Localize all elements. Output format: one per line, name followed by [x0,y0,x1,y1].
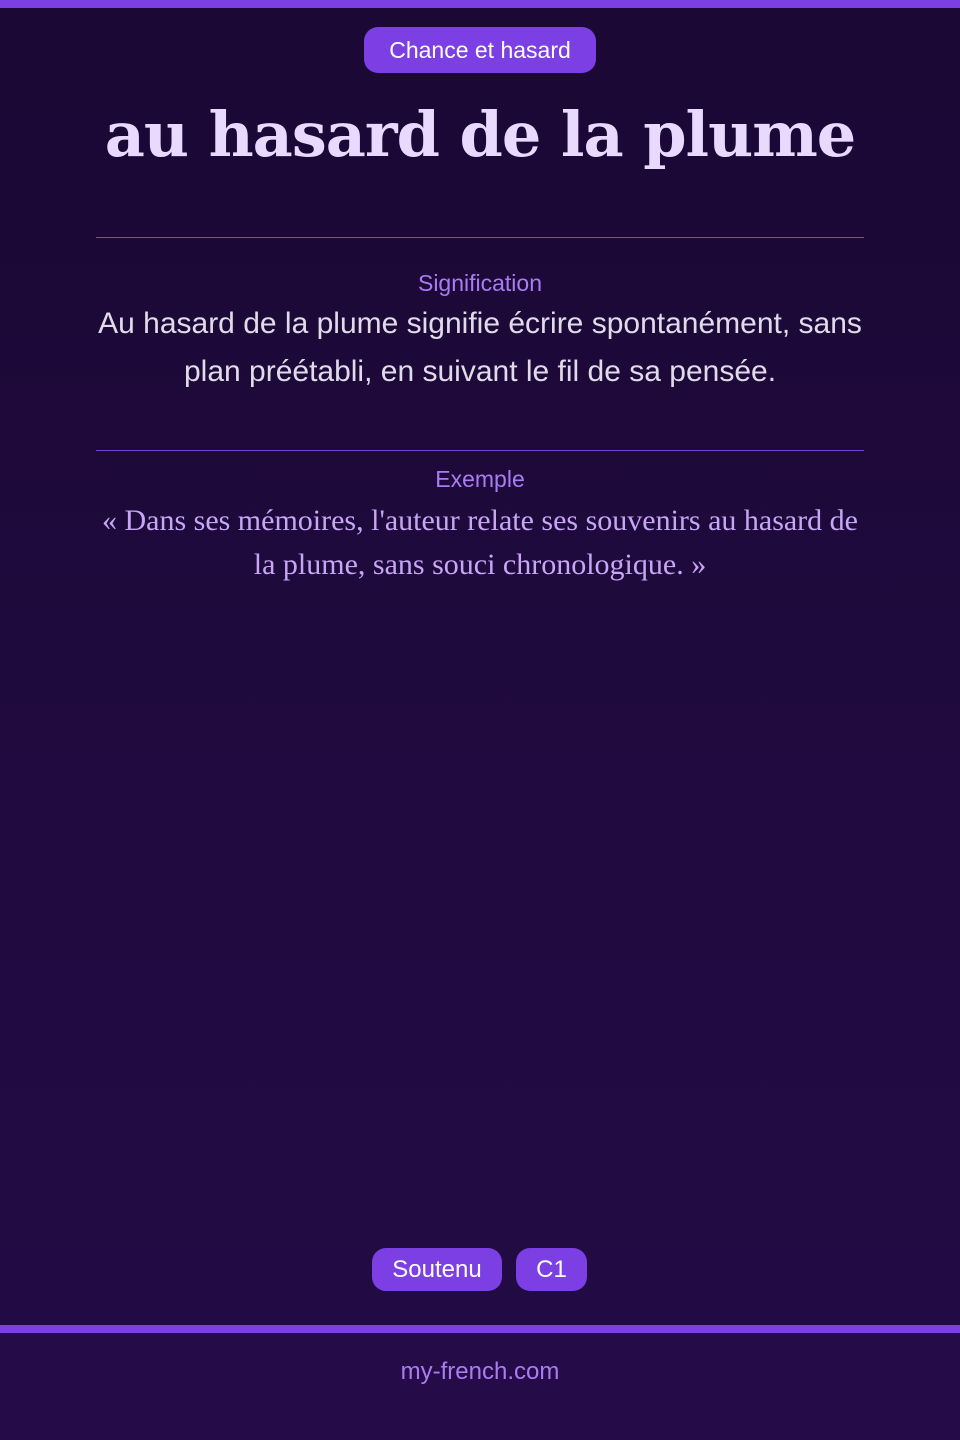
meaning-divider [96,237,864,238]
meaning-text: Au hasard de la plume signifie écrire spontanément, sans plan préétabli, en suivant le fil de sa pensée. [98,307,862,388]
top-accent-bar [0,0,960,8]
bottom-accent-bar [0,1325,960,1333]
register-tag: Soutenu [372,1248,502,1291]
meaning-label: Signification [417,270,543,296]
example-divider [96,450,864,451]
category-badge: Chance et hasard [364,27,596,73]
footer-site-link[interactable]: my-french.com [400,1358,560,1385]
level-tag: C1 [516,1248,587,1291]
example-text: « Dans ses mémoires, l'auteur relate ses souvenirs au hasard de la plume, sans souci chronologique. » [101,504,858,581]
example-label: Exemple [435,466,525,492]
footer [0,1333,960,1440]
expression-title: au hasard de la plume [104,98,856,171]
